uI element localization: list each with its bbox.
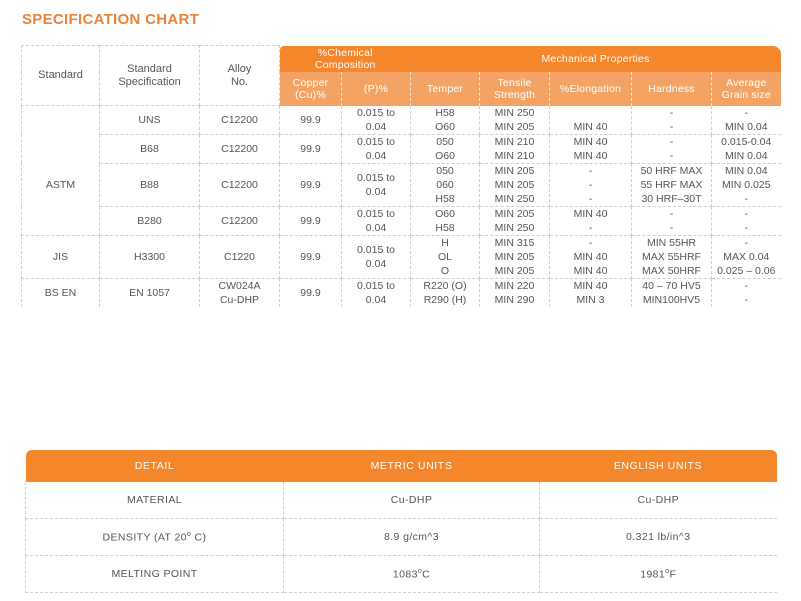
col-header-tensile-strength-line2: Strength <box>493 88 536 101</box>
detail-cell-english: Cu-DHP <box>540 482 777 519</box>
cell-line: H58 <box>435 106 455 119</box>
cell-line: O60 <box>435 149 455 162</box>
cell-line: 0.015 to <box>357 106 395 119</box>
cell-line: MIN 210 <box>494 135 535 148</box>
col-header-elongation: %Elongation <box>550 72 632 106</box>
cell-standard <box>22 106 100 135</box>
detail-cell-detail <box>26 519 284 556</box>
cell-line: - <box>588 192 593 205</box>
cell-line: MAX 55HRF <box>642 250 701 263</box>
cell-line: MIN100HV5 <box>642 293 701 306</box>
cell-line: MIN 0.025 <box>722 178 771 191</box>
detail-cell-english-unit: F <box>669 568 677 581</box>
cell-line: CW024A <box>218 279 261 292</box>
cell-line: 0.04 <box>365 257 387 270</box>
detail-cell-detail-text: DENSITY (AT 20 <box>102 531 187 544</box>
cell-temper <box>411 106 480 135</box>
group-header-chemical-composition-line1: %Chemical <box>317 46 373 59</box>
cell-line: MIN 205 <box>494 250 535 263</box>
cell-line: - <box>588 178 593 191</box>
col-header-tensile-strength-line1: Tensile <box>497 76 532 89</box>
detail-table-header-row <box>26 450 777 482</box>
cell-phosphorus <box>342 206 411 235</box>
cell-copper: 99.9 <box>280 235 342 278</box>
col-header-copper <box>280 72 342 106</box>
specification-table-body <box>22 106 781 307</box>
detail-cell-metric <box>284 556 540 593</box>
cell-line: - <box>588 221 593 234</box>
cell-line: MIN 315 <box>494 236 535 249</box>
col-header-tensile-strength <box>480 72 550 106</box>
cell-specification: B280 <box>100 206 200 235</box>
cell-phosphorus <box>342 278 411 307</box>
cell-temper <box>411 235 480 278</box>
cell-elongation <box>550 106 632 135</box>
cell-line: MIN 40 <box>573 264 608 277</box>
cell-line: MIN 40 <box>573 120 608 133</box>
col-header-grain-size <box>712 72 781 106</box>
cell-grain-size <box>712 235 781 278</box>
cell-line: 0.04 <box>365 221 387 234</box>
cell-line: 0.015 to <box>357 207 395 220</box>
cell-line: O60 <box>435 207 455 220</box>
cell-line: 0.04 <box>365 149 387 162</box>
group-header-chemical-composition-line2: Composition <box>314 58 376 71</box>
col-header-alloy-no <box>200 46 280 106</box>
cell-line: - <box>744 207 749 220</box>
table-row <box>22 235 781 278</box>
col-header-alloy-no-line2: No. <box>230 75 249 88</box>
cell-phosphorus <box>342 235 411 278</box>
cell-line: - <box>669 221 674 234</box>
cell-grain-size <box>712 206 781 235</box>
cell-line: MIN 205 <box>494 120 535 133</box>
detail-cell-english-degree-symbol: o <box>665 567 670 575</box>
table-row <box>22 134 781 163</box>
cell-copper: 99.9 <box>280 278 342 307</box>
cell-tensile-strength <box>480 235 550 278</box>
cell-alloy-no: C12200 <box>200 106 280 135</box>
cell-tensile-strength <box>480 206 550 235</box>
detail-cell-metric-degree-symbol: o <box>417 567 423 575</box>
cell-line: MAX 0.04 <box>723 250 770 263</box>
cell-grain-size <box>712 134 781 163</box>
table-row <box>26 556 777 593</box>
detail-col-header-metric: METRIC UNITS <box>284 450 540 482</box>
cell-elongation <box>550 206 632 235</box>
cell-specification: EN 1057 <box>100 278 200 307</box>
cell-temper <box>411 163 480 206</box>
col-header-standard-specification-line1: Standard <box>127 62 172 75</box>
cell-hardness <box>632 235 712 278</box>
cell-line: MIN 40 <box>573 149 608 162</box>
cell-copper: 99.9 <box>280 134 342 163</box>
cell-line: - <box>669 120 674 133</box>
cell-tensile-strength <box>480 106 550 135</box>
cell-standard <box>22 206 100 235</box>
detail-cell-metric-unit: C <box>422 568 431 581</box>
cell-specification: B88 <box>100 163 200 206</box>
cell-line: R220 (O) <box>423 279 467 292</box>
cell-phosphorus <box>342 106 411 135</box>
cell-line: MIN 205 <box>494 207 535 220</box>
table-header-group-row <box>22 46 781 72</box>
cell-line: MIN 40 <box>573 135 608 148</box>
cell-line: H58 <box>435 221 455 234</box>
cell-hardness <box>632 206 712 235</box>
cell-temper <box>411 278 480 307</box>
cell-line: 050 <box>436 164 454 177</box>
cell-line: R290 (H) <box>423 293 467 306</box>
detail-cell-english: 0.321 lb/in^3 <box>540 519 777 556</box>
cell-line: H <box>441 236 449 249</box>
detail-col-header-english: ENGLISH UNITS <box>540 450 777 482</box>
cell-elongation <box>550 235 632 278</box>
cell-line: MIN 40 <box>573 279 608 292</box>
cell-line: H58 <box>435 192 455 205</box>
cell-line: 55 HRF MAX <box>640 178 703 191</box>
detail-cell-detail-unit: C) <box>191 531 207 544</box>
cell-line: MIN 290 <box>494 293 535 306</box>
cell-line: - <box>669 135 674 148</box>
cell-line: MIN 205 <box>494 178 535 191</box>
cell-line: 30 HRF–30T <box>641 192 702 205</box>
col-header-standard-specification-line2: Specification <box>118 75 181 88</box>
cell-line: MIN 220 <box>494 279 535 292</box>
cell-line: - <box>588 236 593 249</box>
cell-line: MIN 0.04 <box>724 164 768 177</box>
cell-line: MIN 40 <box>573 250 608 263</box>
cell-alloy-no: C12200 <box>200 163 280 206</box>
col-header-copper-line2: (Cu)% <box>295 88 326 101</box>
cell-alloy-no <box>200 278 280 307</box>
detail-cell-detail: MATERIAL <box>26 482 284 519</box>
cell-line: O <box>440 264 450 277</box>
cell-specification: UNS <box>100 106 200 135</box>
detail-col-header-detail: DETAIL <box>26 450 284 482</box>
cell-line: - <box>669 207 674 220</box>
cell-line: MIN 205 <box>494 264 535 277</box>
cell-line: 0.025 – 0.06 <box>717 264 776 277</box>
detail-units-table <box>25 450 777 593</box>
cell-line: 0.04 <box>365 293 387 306</box>
cell-line: 050 <box>436 135 454 148</box>
cell-copper: 99.9 <box>280 163 342 206</box>
cell-copper: 99.9 <box>280 106 342 135</box>
cell-line: 0.015 to <box>357 171 395 184</box>
cell-line: MIN 40 <box>573 207 608 220</box>
cell-hardness <box>632 134 712 163</box>
detail-cell-metric: 8.9 g/cm^3 <box>284 519 540 556</box>
cell-line: OL <box>437 250 452 263</box>
cell-line: - <box>588 164 593 177</box>
cell-elongation <box>550 278 632 307</box>
cell-phosphorus <box>342 134 411 163</box>
col-header-hardness: Hardness <box>632 72 712 106</box>
cell-elongation <box>550 163 632 206</box>
cell-standard: ASTM <box>22 163 100 206</box>
cell-line: 0.04 <box>365 120 387 133</box>
cell-copper: 99.9 <box>280 206 342 235</box>
col-header-grain-size-line2: Grain size <box>721 88 771 101</box>
cell-alloy-no: C1220 <box>200 235 280 278</box>
cell-line: MIN 55HR <box>646 236 696 249</box>
cell-line: 0.015 to <box>357 243 395 256</box>
cell-line: 0.015 to <box>357 279 395 292</box>
cell-line: 40 – 70 HV5 <box>642 279 701 292</box>
cell-line: MAX 50HRF <box>642 264 701 277</box>
detail-cell-metric-text: 1083 <box>392 568 418 581</box>
col-header-grain-size-line1: Average <box>726 76 767 89</box>
table-row <box>26 519 777 556</box>
cell-line: 0.015-0.04 <box>721 135 772 148</box>
detail-cell-detail-degree-symbol: o <box>186 530 192 538</box>
cell-line: Cu-DHP <box>219 293 260 306</box>
cell-line: 0.04 <box>365 185 387 198</box>
cell-line: MIN 250 <box>494 192 535 205</box>
cell-standard <box>22 134 100 163</box>
cell-line <box>550 106 631 120</box>
cell-line: - <box>744 236 749 249</box>
cell-line: - <box>669 106 674 119</box>
col-header-standard: Standard <box>22 46 100 106</box>
cell-line: MIN 210 <box>494 149 535 162</box>
cell-line: MIN 205 <box>494 164 535 177</box>
cell-line: MIN 0.04 <box>724 149 768 162</box>
cell-tensile-strength <box>480 163 550 206</box>
col-header-standard-specification <box>100 46 200 106</box>
page-title: SPECIFICATION CHART <box>22 11 200 28</box>
group-header-mechanical-properties: Mechanical Properties <box>411 46 781 72</box>
col-header-alloy-no-line1: Alloy <box>227 62 252 75</box>
col-header-phosphorus: (P)% <box>342 72 411 106</box>
cell-elongation <box>550 134 632 163</box>
cell-line: MIN 3 <box>576 293 605 306</box>
cell-temper <box>411 134 480 163</box>
cell-hardness <box>632 106 712 135</box>
cell-alloy-no: C12200 <box>200 134 280 163</box>
cell-grain-size <box>712 278 781 307</box>
cell-line: O60 <box>435 120 455 133</box>
cell-tensile-strength <box>480 134 550 163</box>
cell-grain-size <box>712 163 781 206</box>
cell-specification: B68 <box>100 134 200 163</box>
cell-line: MIN 0.04 <box>724 120 768 133</box>
cell-line: - <box>669 149 674 162</box>
cell-line: MIN 250 <box>494 221 535 234</box>
cell-line: - <box>744 221 749 234</box>
cell-line: 0.015 to <box>357 135 395 148</box>
cell-specification: H3300 <box>100 235 200 278</box>
cell-hardness <box>632 163 712 206</box>
table-row <box>22 206 781 235</box>
detail-cell-detail: MELTING POINT <box>26 556 284 593</box>
cell-standard: JIS <box>22 235 100 278</box>
cell-standard: BS EN <box>22 278 100 307</box>
table-row <box>26 482 777 519</box>
cell-hardness <box>632 278 712 307</box>
cell-line: - <box>744 293 749 306</box>
group-header-chemical-composition <box>280 46 411 72</box>
table-row <box>22 163 781 206</box>
specification-table <box>21 45 781 307</box>
cell-line: 50 HRF MAX <box>640 164 703 177</box>
cell-line: MIN 250 <box>494 106 535 119</box>
cell-phosphorus <box>342 163 411 206</box>
cell-line: - <box>744 279 749 292</box>
detail-cell-metric: Cu-DHP <box>284 482 540 519</box>
cell-grain-size <box>712 106 781 135</box>
detail-cell-english-text: 1981 <box>640 568 666 581</box>
cell-line: - <box>744 106 749 119</box>
table-row <box>22 106 781 135</box>
col-header-copper-line1: Copper <box>292 76 329 89</box>
col-header-temper: Temper <box>411 72 480 106</box>
cell-tensile-strength <box>480 278 550 307</box>
detail-table-body <box>26 482 777 593</box>
cell-alloy-no: C12200 <box>200 206 280 235</box>
detail-cell-english <box>540 556 777 593</box>
cell-line: 060 <box>436 178 454 191</box>
cell-temper <box>411 206 480 235</box>
table-row <box>22 278 781 307</box>
cell-line: - <box>744 192 749 205</box>
